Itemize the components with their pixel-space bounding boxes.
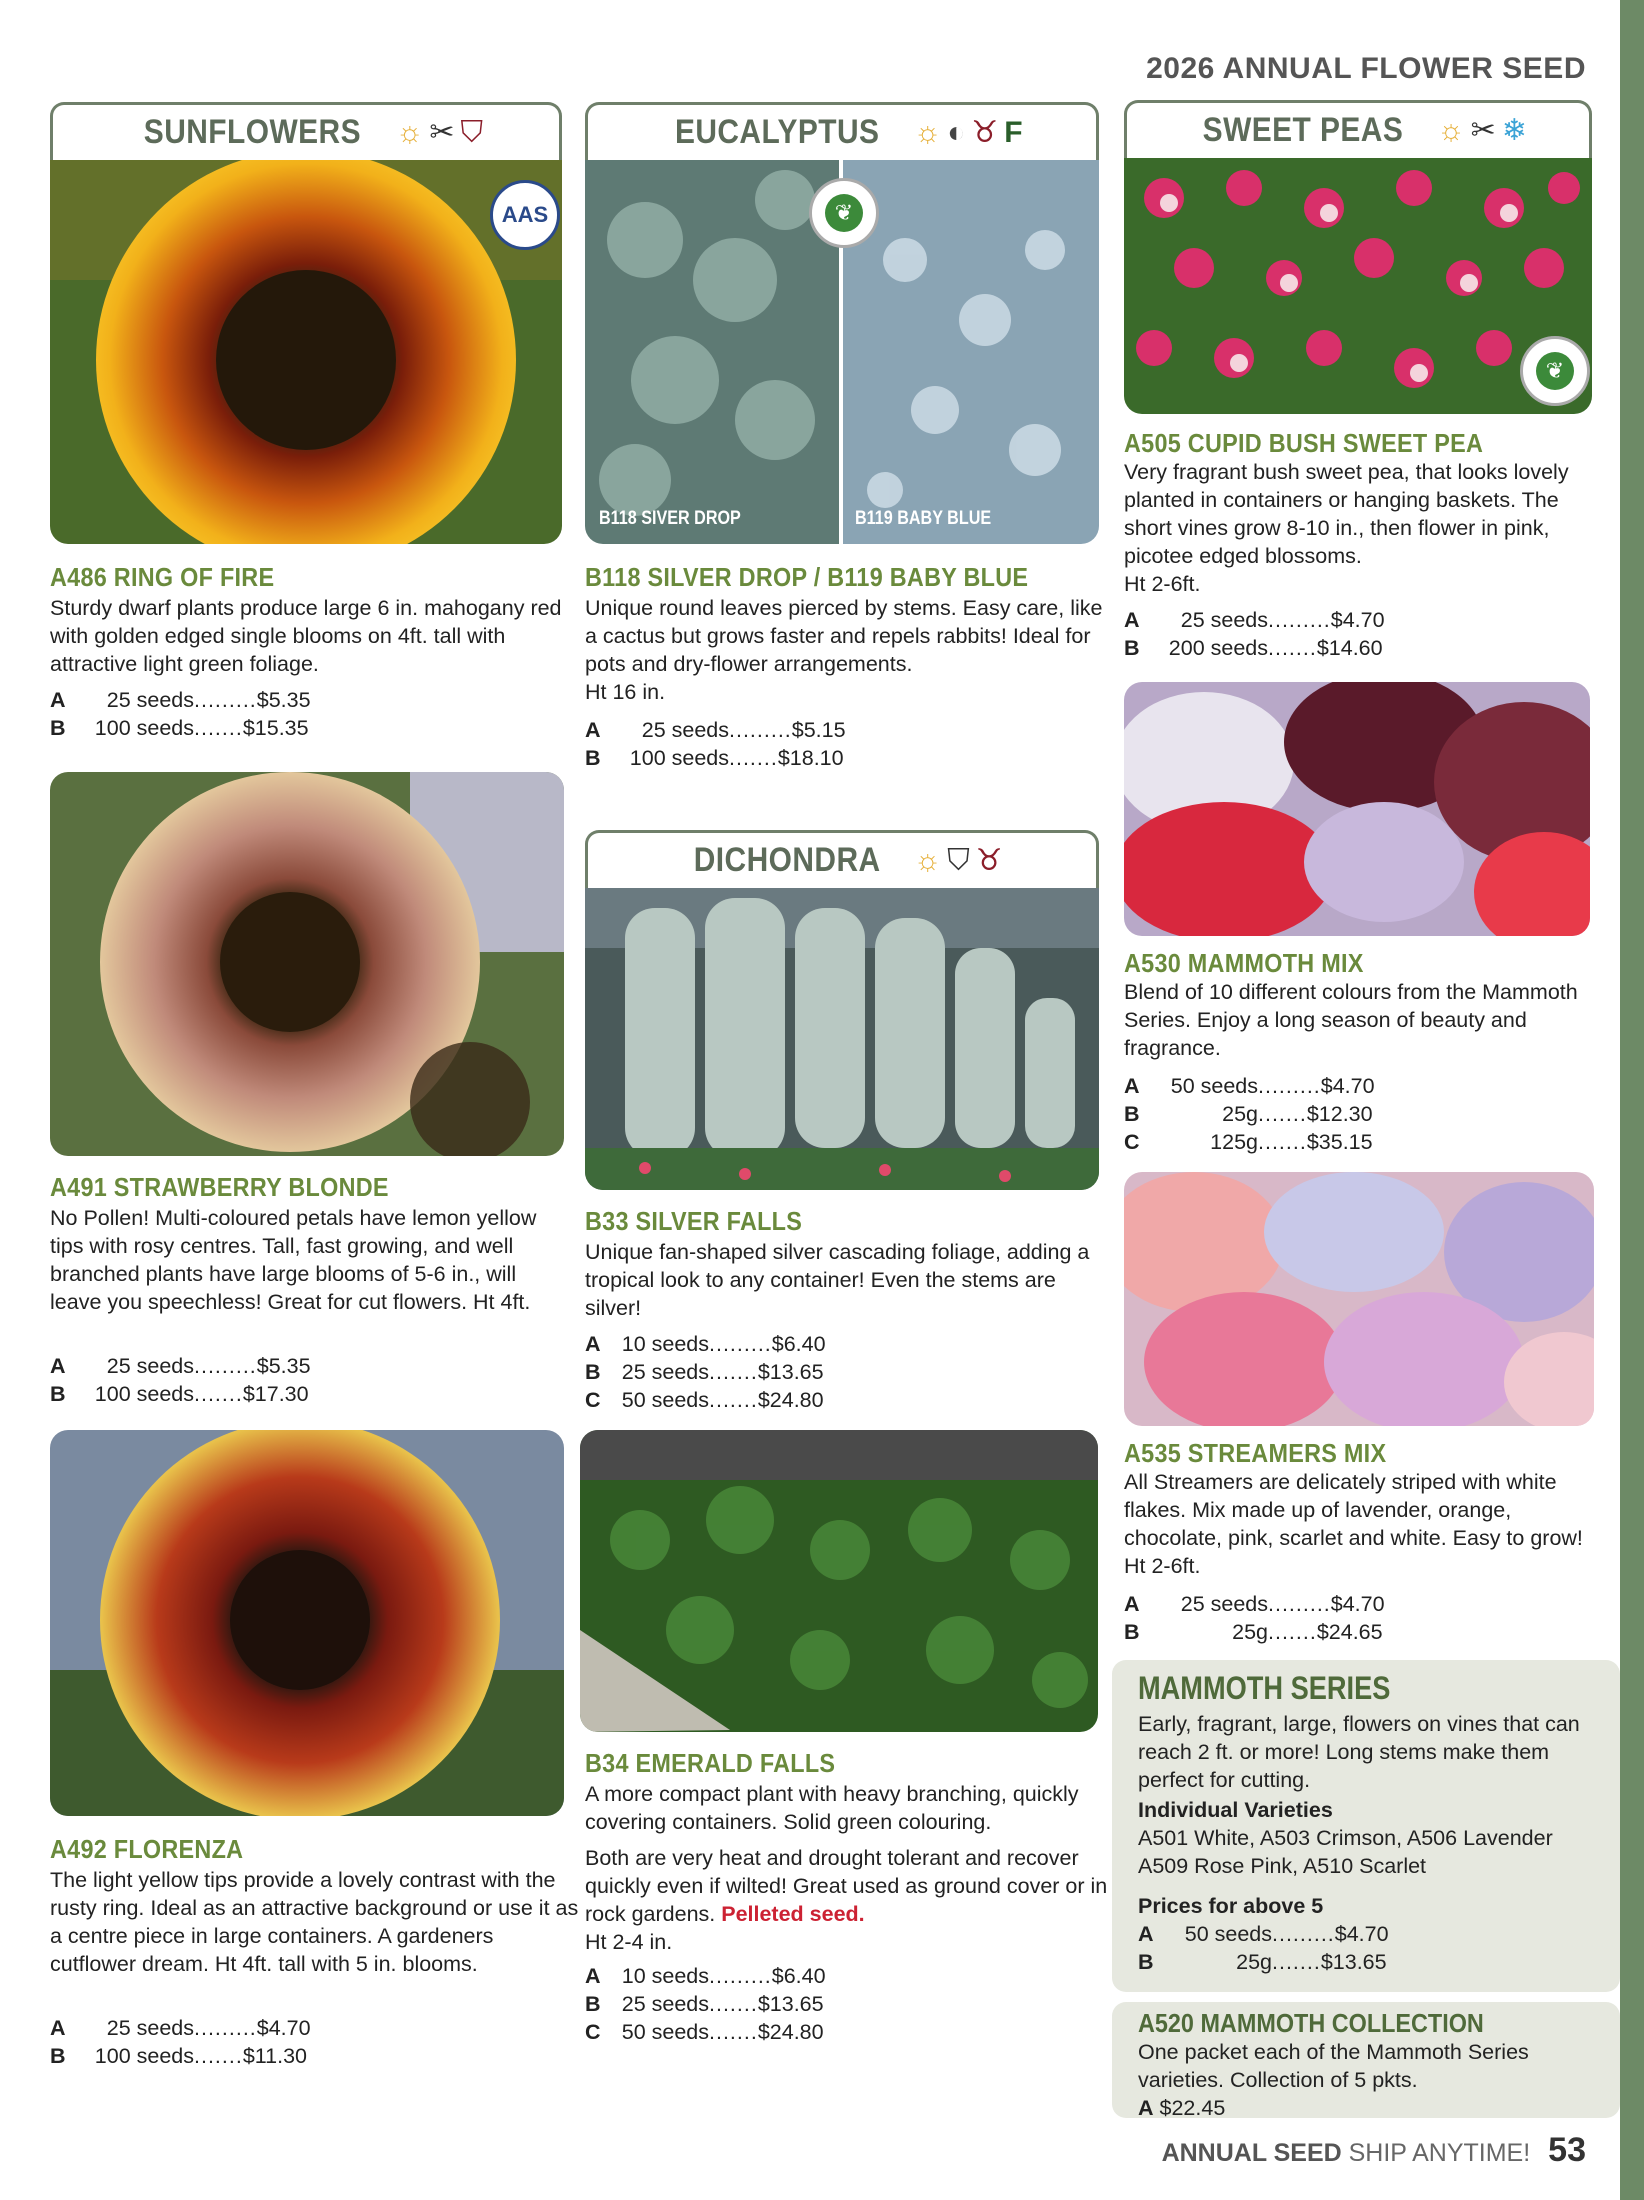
scissors-icon: ✂ <box>429 115 455 149</box>
section-title-sunflowers: SUNFLOWERS <box>143 113 362 151</box>
varieties-list: A501 White, A503 Crimson, A506 Lavender A509 Rose Pink, A510 Scarlet <box>1138 1826 1553 1878</box>
price-row: A 50 seeds ......... $4.70 <box>1138 1922 1389 1946</box>
product-title: A505 CUPID BUSH SWEET PEA <box>1124 428 1484 458</box>
mammoth-mix-photo <box>1124 682 1590 936</box>
leaf-icon: ❦ <box>1536 352 1574 390</box>
price-row: A 25 seeds ......... $4.70 <box>1124 1592 1385 1616</box>
price-list <box>1124 606 1385 662</box>
price-list <box>50 686 311 742</box>
product-title: B118 SILVER DROP / B119 BABY BLUE <box>585 562 1029 592</box>
container-icon: ⛉ <box>947 843 970 877</box>
panel-title: A520 MAMMOTH COLLECTION <box>1138 2008 1484 2038</box>
footer-text: ANNUAL SEED SHIP ANYTIME! <box>1161 2139 1531 2167</box>
product-title: A535 STREAMERS MIX <box>1124 1438 1387 1468</box>
price-row: A 25 seeds ......... $4.70 <box>50 2016 311 2040</box>
scissors-icon: ✂ <box>1470 113 1496 147</box>
sun-icon: ☼ <box>395 115 424 149</box>
price-row: A 25 seeds ......... $5.35 <box>50 1354 311 1378</box>
snowflake-icon: ❄ <box>1501 113 1527 147</box>
heirloom-badge <box>1520 336 1590 406</box>
heirloom-badge <box>809 178 879 248</box>
photo-label: B119 BABY BLUE <box>855 508 992 529</box>
product-title: B34 EMERALD FALLS <box>585 1748 836 1778</box>
varieties-label: Individual Varieties <box>1138 1798 1333 1822</box>
mammoth-collection-panel <box>1112 2002 1620 2118</box>
product-title: A492 FLORENZA <box>50 1834 244 1864</box>
price-list <box>585 1330 826 1414</box>
page-number: 53 <box>1548 2131 1586 2169</box>
price-row: B 100 seeds ....... $18.10 <box>585 746 844 770</box>
product-description: Unique round leaves pierced by stems. Easy care, like a cactus but grows faster and repels rabbits! Ideal for pots and dry-flower arrangements. Ht 16 in. <box>585 596 1103 704</box>
cupid-sweet-pea-photo <box>1124 158 1592 414</box>
product-description-extra: Both are very heat and drought tolerant and recover quickly even if wilted! Great used as ground cover or in rock gardens. Pelleted seed. Ht 2-4 in. <box>585 1846 1108 1954</box>
leaf-icon: ❦ <box>825 194 863 232</box>
price-list <box>50 2014 311 2070</box>
silver-falls-photo <box>585 888 1099 1190</box>
product-description: Unique fan-shaped silver cascading foliage, adding a tropical look to any container! Even the stems are silver! <box>585 1240 1090 1320</box>
product-description: The light yellow tips provide a lovely contrast with the rusty ring. Ideal as an attractive background or use it as a centre piece in large containers. A gardeners cutflower dream. Ht 4ft. tall with 5 in. blooms. <box>50 1868 579 1976</box>
product-description: Very fragrant bush sweet pea, that looks lovely planted in containers or hanging baskets. The short vines grow 8-10 in., then flower in pink, picotee edged blossoms. Ht 2-6ft. <box>1124 460 1569 596</box>
price-row: C 50 seeds ....... $24.80 <box>585 1388 824 1412</box>
price-row: B 25g ....... $13.65 <box>1138 1950 1387 1974</box>
price-list <box>585 716 846 772</box>
price-row: A 10 seeds ......... $6.40 <box>585 1964 826 1988</box>
deer-resistant-icon: ♉ <box>975 843 1003 877</box>
sun-icon: ☼ <box>1437 113 1465 147</box>
page-footer <box>1162 2131 1586 2170</box>
prices-label: Prices for above 5 <box>1138 1894 1324 1918</box>
panel-description: One packet each of the Mammoth Series varieties. Collection of 5 pkts. <box>1138 2040 1529 2092</box>
price-row: B 25g ....... $12.30 <box>1124 1102 1373 1126</box>
price-row: A 25 seeds ......... $4.70 <box>1124 608 1385 632</box>
price-list <box>50 1352 311 1408</box>
section-title-dichondra: DICHONDRA <box>694 841 881 879</box>
section-title-eucalyptus: EUCALYPTUS <box>675 113 880 151</box>
price-row: B 200 seeds ....... $14.60 <box>1124 636 1383 660</box>
panel-title: MAMMOTH SERIES <box>1138 1670 1391 1706</box>
sun-icon: ☼ <box>913 115 942 149</box>
sunflowers-header <box>50 102 562 160</box>
eucalyptus-photo <box>585 160 1099 544</box>
pelleted-seed-note: Pelleted seed. <box>721 1902 865 1926</box>
product-title: A486 RING OF FIRE <box>50 562 275 592</box>
mammoth-series-panel <box>1112 1660 1620 1992</box>
product-description: Sturdy dwarf plants produce large 6 in. mahogany red with golden edged single blooms on 4ft. tall with attractive light green foliage. <box>50 596 562 676</box>
strawberry-blonde-photo <box>50 772 564 1156</box>
product-title: B33 SILVER FALLS <box>585 1206 803 1236</box>
sweet-peas-header <box>1124 100 1592 158</box>
emerald-falls-photo <box>580 1430 1098 1732</box>
product-title: A530 MAMMOTH MIX <box>1124 948 1364 978</box>
price-row: B 100 seeds ....... $15.35 <box>50 716 309 740</box>
product-description: Blend of 10 different colours from the Mammoth Series. Enjoy a long season of beauty and fragrance. <box>1124 980 1578 1060</box>
collection-price: A $22.45 <box>1138 2096 1226 2120</box>
price-row: B 25g ....... $24.65 <box>1124 1620 1383 1644</box>
deer-resistant-icon: ♉ <box>971 115 999 149</box>
container-icon: ⛉ <box>460 115 483 149</box>
page-title: 2026 ANNUAL FLOWER SEED <box>1146 52 1586 85</box>
photo-label: B118 SIVER DROP <box>599 508 741 529</box>
florenza-photo <box>50 1430 564 1816</box>
price-row: C 50 seeds ....... $24.80 <box>585 2020 824 2044</box>
price-row: B 25 seeds ....... $13.65 <box>585 1992 824 2016</box>
section-title-sweet-peas: SWEET PEAS <box>1202 111 1404 149</box>
price-list <box>585 1962 826 2046</box>
page-edge-bar <box>1620 0 1644 2200</box>
price-row: A 10 seeds ......... $6.40 <box>585 1332 826 1356</box>
ring-of-fire-photo <box>50 160 562 544</box>
aas-winner-badge: AAS <box>490 180 560 250</box>
price-row: B 100 seeds ....... $11.30 <box>50 2044 307 2068</box>
streamers-mix-photo <box>1124 1172 1594 1426</box>
price-list <box>1124 1072 1375 1156</box>
price-list <box>1138 1920 1389 1976</box>
price-row: B 25 seeds ....... $13.65 <box>585 1360 824 1384</box>
product-title: A491 STRAWBERRY BLONDE <box>50 1172 389 1202</box>
price-list <box>1124 1590 1385 1646</box>
product-description: All Streamers are delicately striped with white flakes. Mix made up of lavender, orange, chocolate, pink, scarlet and white. Easy to grow! Ht 2-6ft. <box>1124 1470 1583 1578</box>
price-row: C 125g ....... $35.15 <box>1124 1130 1373 1154</box>
panel-description: Early, fragrant, large, flowers on vines that can reach 2 ft. or more! Long stems make them perfect for cutting. <box>1138 1712 1580 1792</box>
price-row: B 100 seeds ....... $17.30 <box>50 1382 309 1406</box>
price-row: A 25 seeds ......... $5.15 <box>585 718 846 742</box>
price-row: A 50 seeds ......... $4.70 <box>1124 1074 1375 1098</box>
product-description: A more compact plant with heavy branching, quickly covering containers. Solid green colouring. <box>585 1782 1079 1834</box>
product-description: No Pollen! Multi-coloured petals have lemon yellow tips with rosy centres. Tall, fast growing, and well branched plants have large blooms of 5-6 in., will leave you speechless! Great for cut flowers. Ht 4ft. <box>50 1206 537 1314</box>
price-row: A 25 seeds ......... $5.35 <box>50 688 311 712</box>
dichondra-header <box>585 830 1099 888</box>
eucalyptus-header <box>585 102 1099 160</box>
partial-sun-icon: ◐ <box>947 115 966 149</box>
f-icon: F <box>1004 115 1023 149</box>
sun-icon: ☼ <box>913 843 942 877</box>
